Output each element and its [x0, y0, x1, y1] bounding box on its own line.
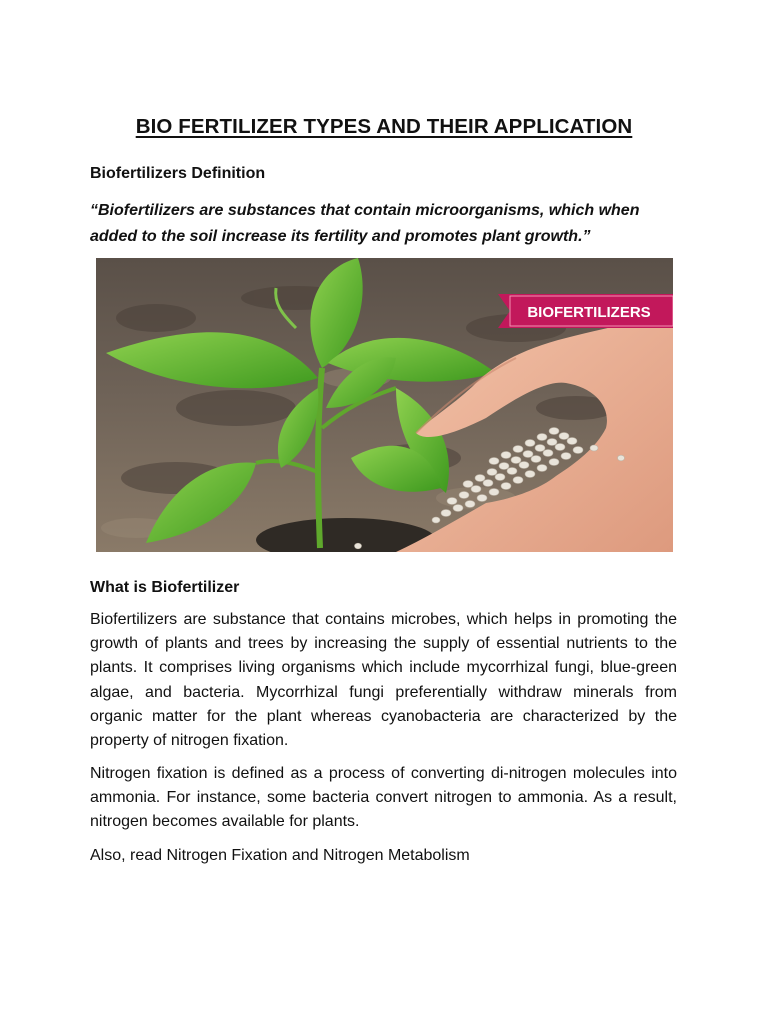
banner-text: BIOFERTILIZERS — [527, 304, 651, 321]
definition-heading: Biofertilizers Definition — [90, 165, 266, 182]
biofertilizer-photo — [96, 258, 673, 552]
document-title: BIO FERTILIZER TYPES AND THEIR APPLICATION — [135, 115, 633, 138]
paragraph-3: Also, read Nitrogen Fixation and Nitrogen Metabolism — [90, 847, 470, 864]
paragraph-1: Biofertilizers are substance that contains microbes, which helps in promoting the growth of plants and trees by increasing the supply of essential nutrients to the plants. It comprises living organisms which include mycorrhizal fungi, blue-green algae, and bacteria. Mycorrhizal fungi preferentially withdraw minerals from organic matter for the plant whereas cyanobacteria are characterized by the property of nitrogen fixation. — [90, 611, 677, 750]
paragraph-2: Nitrogen fixation is defined as a process of converting di-nitrogen molecules into ammonia. For instance, some bacteria convert nitrogen to ammonia. As a result, nitrogen becomes available for plants. — [90, 765, 677, 831]
section-heading: What is Biofertilizer — [90, 579, 240, 596]
definition-quote: “Biofertilizers are substances that contain microorganisms, which when added to the soil increase its fertility and promotes plant growth.” — [90, 202, 640, 245]
